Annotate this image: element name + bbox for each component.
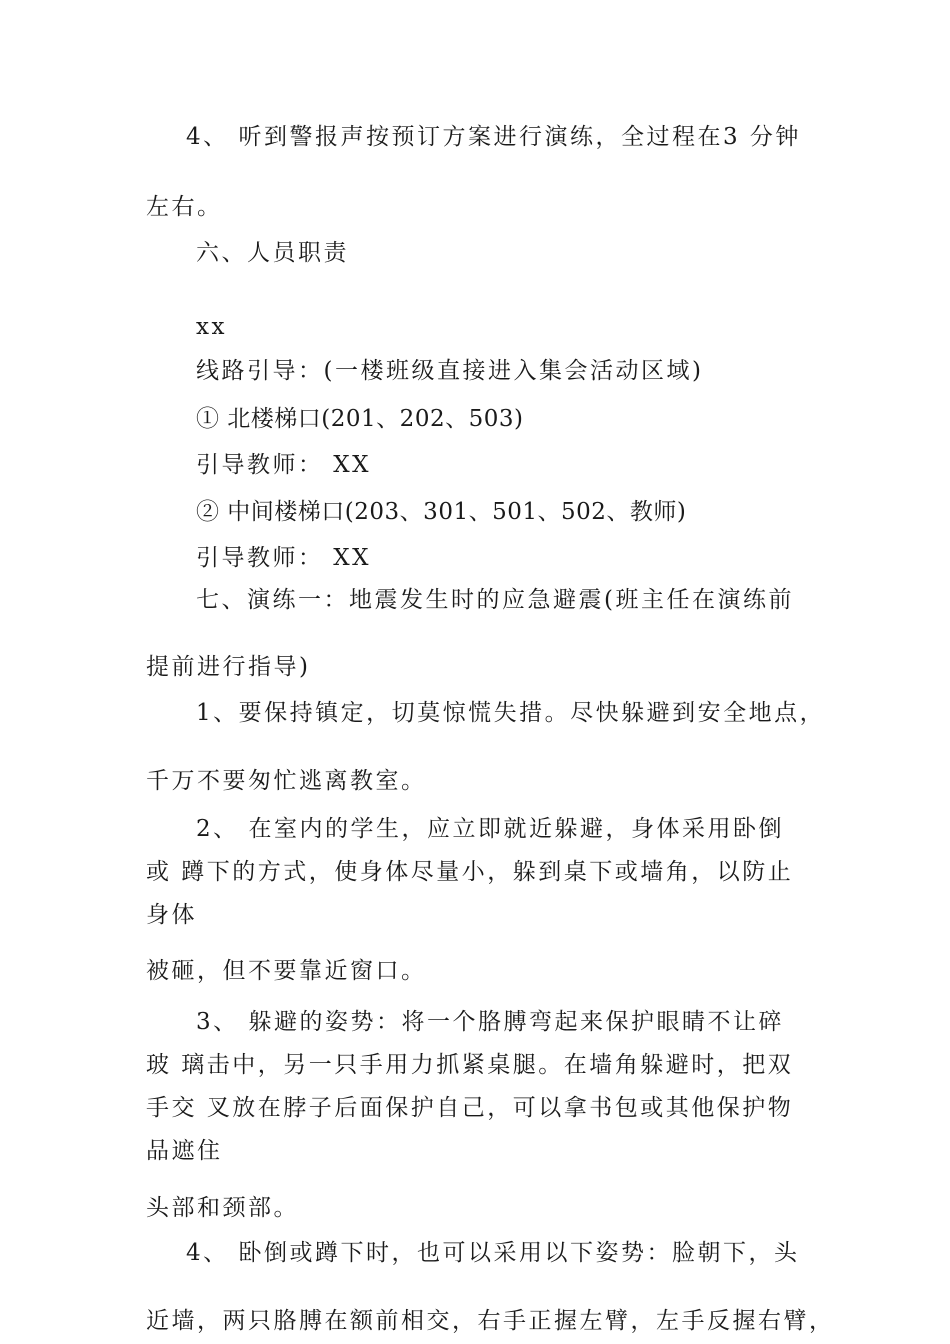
paragraph-line: 近墙，两只胳膊在额前相交，右手正握左臂，左手反握右臂， (146, 1308, 835, 1334)
paragraph-line: 3、 躲避的姿势：将一个胳膊弯起来保护眼睛不让碎 (196, 1009, 784, 1035)
paragraph-line: 2、 在室内的学生，应立即就近躲避，身体采用卧倒 (196, 816, 784, 842)
section-heading: 六、人员职责 (196, 240, 349, 266)
paragraph-line: 引导教师： XX (196, 452, 372, 478)
paragraph-line: 左右。 (146, 194, 223, 220)
paragraph-line: 品遮住 (146, 1138, 223, 1164)
paragraph-line: 玻 璃击中，另一只手用力抓紧桌腿。在墙角躲避时，把双 (146, 1052, 794, 1078)
paragraph-line: ② 中间楼梯口(203、301、501、502、教师) (196, 499, 687, 525)
paragraph-line: 头部和颈部。 (146, 1195, 299, 1221)
paragraph-line: 提前进行指导) (146, 654, 311, 680)
paragraph-line: 4、 听到警报声按预订方案进行演练，全过程在3 分钟 (186, 124, 801, 150)
section-heading: 七、演练一：地震发生时的应急避震(班主任在演练前 (196, 587, 794, 613)
paragraph-line: 身体 (146, 902, 197, 928)
paragraph-line: 或 蹲下的方式，使身体尽量小，躲到桌下或墙角，以防止 (146, 859, 794, 885)
paragraph-line: 1、要保持镇定，切莫惊慌失措。尽快躲避到安全地点， (196, 700, 826, 726)
paragraph-line: xx (196, 314, 227, 340)
paragraph-line: 线路引导：(一楼班级直接进入集会活动区域) (196, 358, 704, 384)
paragraph-line: 被砸，但不要靠近窗口。 (146, 958, 427, 984)
paragraph-line: 千万不要匆忙逃离教室。 (146, 768, 427, 794)
paragraph-line: 手交 叉放在脖子后面保护自己，可以拿书包或其他保护物 (146, 1095, 794, 1121)
paragraph-line: 引导教师： XX (196, 545, 372, 571)
paragraph-line: 4、 卧倒或蹲下时，也可以采用以下姿势：脸朝下，头 (186, 1240, 800, 1266)
paragraph-line: ① 北楼梯口(201、202、503) (196, 406, 524, 432)
